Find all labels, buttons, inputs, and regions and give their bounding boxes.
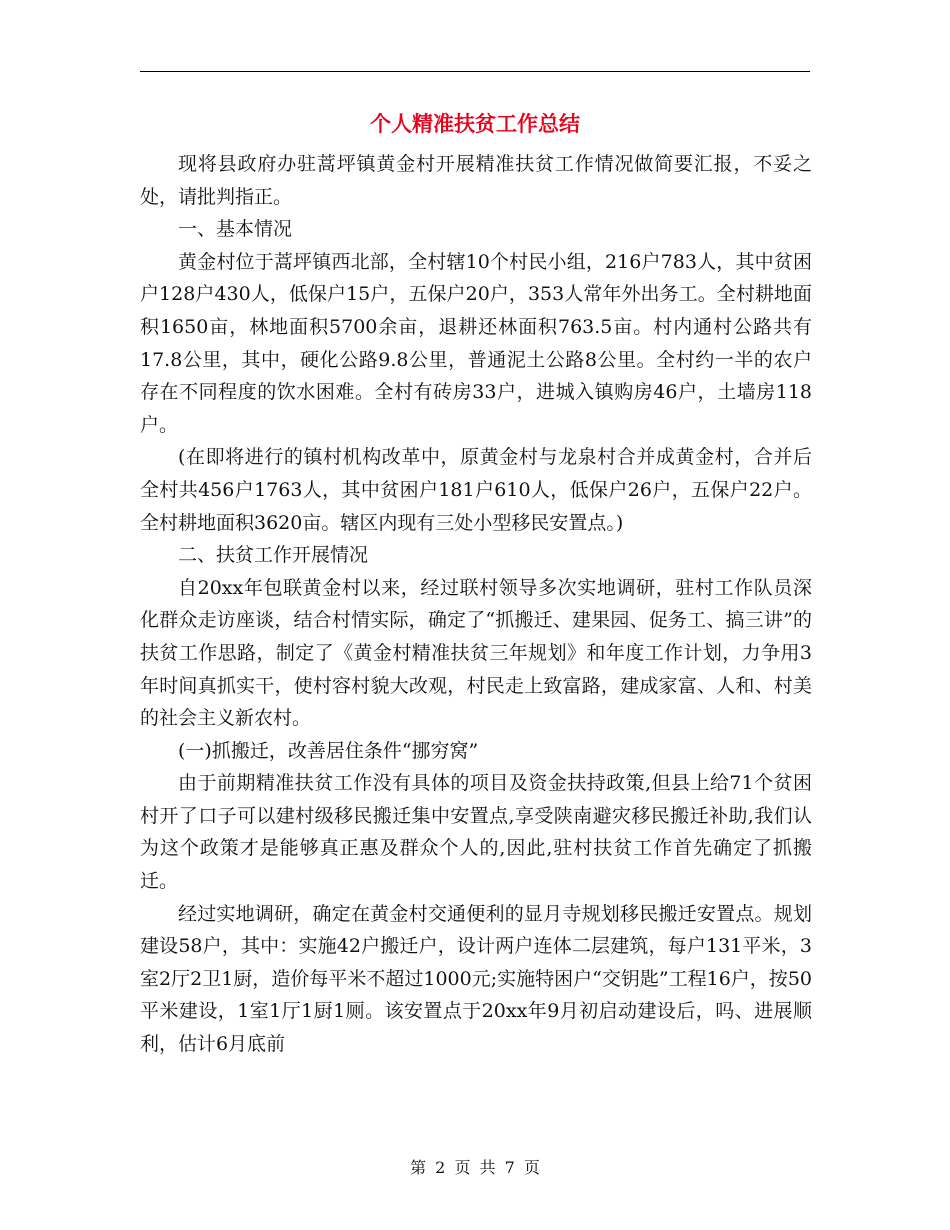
heading-relocation: (一)抓搬迁，改善居住条件“挪穷窝” bbox=[178, 739, 479, 762]
paragraph-relocation-site: 经过实地调研，确定在黄金村交通便利的显月寺规划移民搬迁安置点。规划建设58户，其中：实施42户搬迁户，设计两户连体二层建筑，每户131平米，3室2厅2卫1厨，造价每平米不超过1000元;实施特困户“交钥匙”工程16户，按50平米建设，1室1厅1厨1厕。该安置点于20xx年9月初启动建设后，吗、进展顺利，估计6月底前 bbox=[140, 902, 812, 1056]
paragraph-relocation-policy: 由于前期精准扶贫工作没有具体的项目及资金扶持政策,但县上给71个贫困村开了口子可以建村级移民搬迁集中安置点,享受陕南避灾移民搬迁补助,我们认为这个政策才是能够真正惠及群众个人的,因此,驻村扶贫工作首先确定了抓搬迁。 bbox=[140, 772, 812, 893]
paragraph-basic-situation: 黄金村位于蒿坪镇西北部，全村辖10个村民小组，216户783人，其中贫困户128户430人，低保户15户，五保户20户，353人常年外出务工。全村耕地面积1650亩，林地面积5700余亩，退耕还林面积763.5亩。村内通村公路共有17.8公里，其中，硬化公路9.8公里，普通泥土公路8公里。全村约一半的农户存在不同程度的饮水困难。全村有砖房33户，进城入镇购房46户，土墙房118户。 bbox=[140, 250, 812, 436]
header-rule bbox=[140, 71, 810, 72]
page-number-footer: 第 2 页 共 7 页 bbox=[410, 1158, 540, 1177]
document-body bbox=[140, 148, 812, 1061]
heading-basic-situation: 一、基本情况 bbox=[178, 218, 293, 241]
heading-work-progress: 二、扶贫工作开展情况 bbox=[178, 544, 369, 567]
document-title: 个人精准扶贫工作总结 bbox=[370, 111, 580, 136]
paragraph-intro: 现将县政府办驻蒿坪镇黄金村开展精准扶贫工作情况做简要汇报，不妥之处，请批判指正。 bbox=[140, 153, 812, 208]
paragraph-work-progress: 自20xx年包联黄金村以来，经过联村领导多次实地调研，驻村工作队员深化群众走访座谈，结合村情实际，确定了“抓搬迁、建果园、促务工、搞三讲”的扶贫工作思路，制定了《黄金村精准扶贫三年规划》和年度工作计划，力争用3年时间真抓实干，使村容村貌大改观，村民走上致富路，建成家富、人和、村美的社会主义新农村。 bbox=[140, 576, 812, 730]
paragraph-merger-note: (在即将进行的镇村机构改革中，原黄金村与龙泉村合并成黄金村，合并后全村共456户1763人，其中贫困户181户610人，低保户26户，五保户22户。全村耕地面积3620亩。辖区内现有三处小型移民安置点。) bbox=[140, 446, 812, 534]
